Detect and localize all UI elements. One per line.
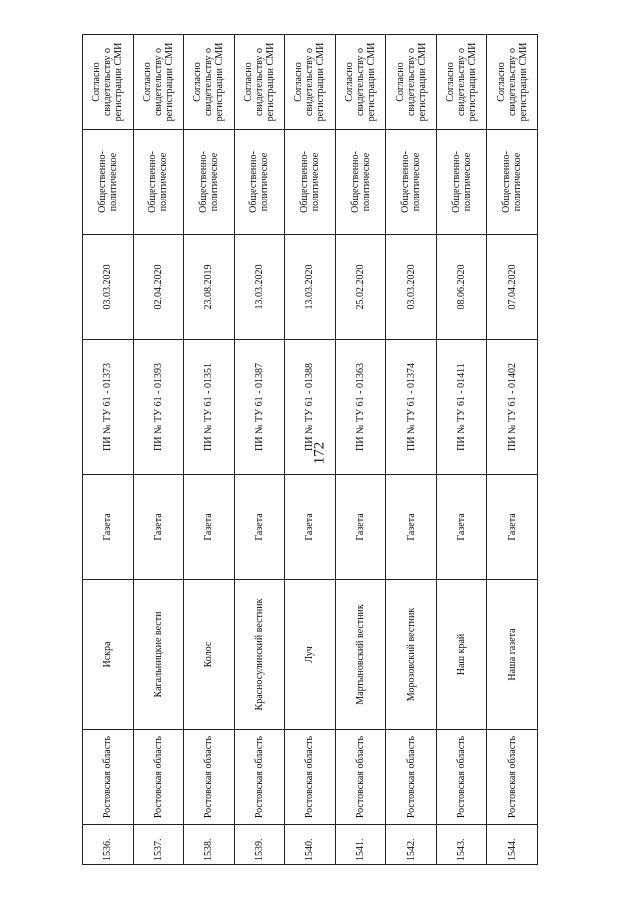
registration-date-cell: 03.03.2020: [386, 235, 437, 340]
region-cell: Ростовская область: [133, 730, 184, 825]
form-cell: Газета: [83, 475, 134, 580]
specialization-cell: Общественно-политическое: [234, 130, 285, 235]
table-row: [487, 35, 538, 865]
table-row: [234, 35, 285, 865]
specialization-cell: Общественно-политическое: [335, 130, 386, 235]
publication-name-cell: Красносулинский вестник: [234, 580, 285, 730]
row-number: 1541.: [335, 825, 386, 865]
publication-name-cell: Наша газета: [487, 580, 538, 730]
row-number: 1536.: [83, 825, 134, 865]
region-cell: Ростовская область: [234, 730, 285, 825]
table-row: [133, 35, 184, 865]
basis-cell: Согласно свидетельству о регистрации СМИ: [234, 35, 285, 130]
form-cell: Газета: [184, 475, 235, 580]
table-row: [184, 35, 235, 865]
registration-number-cell: ПИ № ТУ 61 - 01387: [234, 340, 285, 475]
row-number: 1538.: [184, 825, 235, 865]
specialization-cell: Общественно-политическое: [436, 130, 487, 235]
row-number: 1542.: [386, 825, 437, 865]
basis-cell: Согласно свидетельству о регистрации СМИ: [83, 35, 134, 130]
form-cell: Газета: [285, 475, 336, 580]
region-cell: Ростовская область: [285, 730, 336, 825]
publication-name-cell: Мартыновский вестник: [335, 580, 386, 730]
form-cell: Газета: [234, 475, 285, 580]
registration-date-cell: 03.03.2020: [83, 235, 134, 340]
region-cell: Ростовская область: [436, 730, 487, 825]
basis-cell: Согласно свидетельству о регистрации СМИ: [285, 35, 336, 130]
specialization-cell: Общественно-политическое: [487, 130, 538, 235]
registration-number-cell: ПИ № ТУ 61 - 01374: [386, 340, 437, 475]
specialization-cell: Общественно-политическое: [133, 130, 184, 235]
form-cell: Газета: [487, 475, 538, 580]
basis-cell: Согласно свидетельству о регистрации СМИ: [487, 35, 538, 130]
registration-date-cell: 07.04.2020: [487, 235, 538, 340]
table-row: [285, 35, 336, 865]
page-number-text: 172: [311, 441, 328, 464]
region-cell: Ростовская область: [487, 730, 538, 825]
publication-name-cell: Луч: [285, 580, 336, 730]
form-cell: Газета: [386, 475, 437, 580]
row-number: 1537.: [133, 825, 184, 865]
basis-cell: Согласно свидетельству о регистрации СМИ: [386, 35, 437, 130]
specialization-cell: Общественно-политическое: [285, 130, 336, 235]
row-number: 1543.: [436, 825, 487, 865]
registration-number-cell: ПИ № ТУ 61 - 01402: [487, 340, 538, 475]
registration-number-cell: ПИ № ТУ 61 - 01393: [133, 340, 184, 475]
basis-cell: Согласно свидетельству о регистрации СМИ: [184, 35, 235, 130]
publication-name-cell: Искра: [83, 580, 134, 730]
region-cell: Ростовская область: [386, 730, 437, 825]
basis-cell: Согласно свидетельству о регистрации СМИ: [335, 35, 386, 130]
registration-date-cell: 02.04.2020: [133, 235, 184, 340]
registration-date-cell: 08.06.2020: [436, 235, 487, 340]
specialization-cell: Общественно-политическое: [386, 130, 437, 235]
registration-number-cell: ПИ № ТУ 61 - 01373: [83, 340, 134, 475]
registry-table-container: [82, 35, 538, 865]
registration-date-cell: 13.03.2020: [234, 235, 285, 340]
row-number: 1540.: [285, 825, 336, 865]
publication-name-cell: Морозовский вестник: [386, 580, 437, 730]
registration-number-cell: ПИ № ТУ 61 - 01351: [184, 340, 235, 475]
registration-number-cell: ПИ № ТУ 61 - 01363: [335, 340, 386, 475]
table-row: [83, 35, 134, 865]
region-cell: Ростовская область: [83, 730, 134, 825]
registration-number-cell: ПИ № ТУ 61 - 01388: [285, 340, 336, 475]
row-number: 1544.: [487, 825, 538, 865]
registration-date-cell: 13.03.2020: [285, 235, 336, 340]
registration-date-cell: 25.02.2020: [335, 235, 386, 340]
publication-name-cell: Кагальницкие вести: [133, 580, 184, 730]
basis-cell: Согласно свидетельству о регистрации СМИ: [436, 35, 487, 130]
registry-table: [82, 34, 538, 865]
form-cell: Газета: [335, 475, 386, 580]
table-row: [386, 35, 437, 865]
registration-number-cell: ПИ № ТУ 61 - 01411: [436, 340, 487, 475]
basis-cell: Согласно свидетельству о регистрации СМИ: [133, 35, 184, 130]
form-cell: Газета: [436, 475, 487, 580]
specialization-cell: Общественно-политическое: [184, 130, 235, 235]
specialization-cell: Общественно-политическое: [83, 130, 134, 235]
region-cell: Ростовская область: [335, 730, 386, 825]
registration-date-cell: 23.08.2019: [184, 235, 235, 340]
publication-name-cell: Наш край: [436, 580, 487, 730]
publication-name-cell: Колос: [184, 580, 235, 730]
region-cell: Ростовская область: [184, 730, 235, 825]
table-row: [436, 35, 487, 865]
table-row: [335, 35, 386, 865]
form-cell: Газета: [133, 475, 184, 580]
row-number: 1539.: [234, 825, 285, 865]
